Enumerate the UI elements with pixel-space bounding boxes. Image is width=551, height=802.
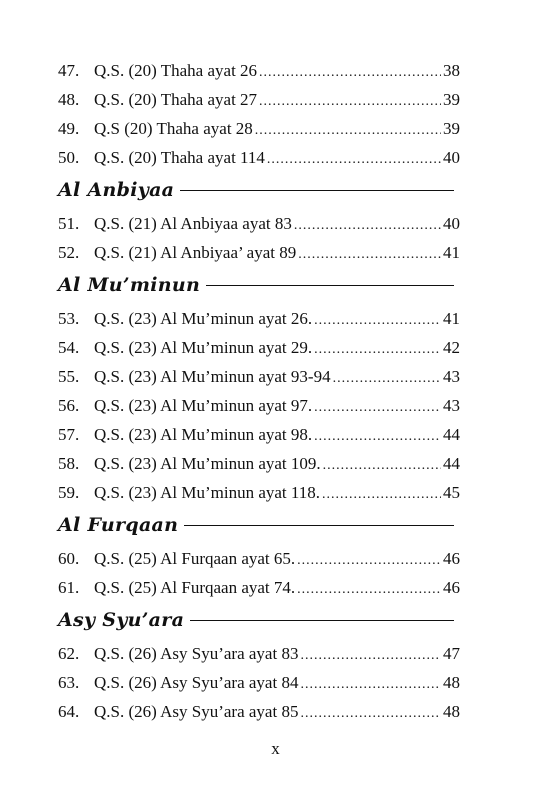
dot-leader bbox=[267, 145, 441, 174]
dot-leader bbox=[297, 546, 441, 575]
entry-page-number: 40 bbox=[443, 148, 460, 167]
dot-leader bbox=[314, 306, 441, 335]
entry-title: Q.S. (20) Thaha ayat 27 bbox=[94, 90, 258, 109]
toc-entry bbox=[58, 478, 460, 507]
entry-number: 51. bbox=[58, 214, 80, 233]
toc-entry bbox=[58, 56, 460, 85]
dot-leader bbox=[314, 335, 441, 364]
dot-leader bbox=[294, 211, 441, 240]
toc-entry bbox=[58, 114, 460, 143]
dot-leader bbox=[300, 641, 441, 670]
entry-page-number: 38 bbox=[443, 61, 460, 80]
entry-page-number: 43 bbox=[443, 396, 460, 415]
entry-title: Q.S. (23) Al Mu’minun ayat 26. bbox=[94, 309, 313, 328]
toc-entry bbox=[58, 304, 460, 333]
entry-title: Q.S. (23) Al Mu’minun ayat 97. bbox=[94, 396, 313, 415]
entry-number: 55. bbox=[58, 367, 80, 386]
entry-number: 56. bbox=[58, 396, 80, 415]
toc-entry bbox=[58, 420, 460, 449]
entry-title: Q.S (20) Thaha ayat 28 bbox=[94, 119, 253, 138]
dot-leader bbox=[300, 699, 441, 728]
section-rule bbox=[180, 190, 454, 191]
dot-leader bbox=[314, 393, 441, 422]
toc-entry bbox=[58, 362, 460, 391]
toc-entry bbox=[58, 639, 460, 668]
toc-entry bbox=[58, 238, 460, 267]
entry-title: Q.S. (21) Al Anbiyaa ayat 83 bbox=[94, 214, 292, 233]
toc-entry bbox=[58, 544, 460, 573]
dot-leader bbox=[297, 575, 441, 604]
entry-number: 53. bbox=[58, 309, 80, 328]
toc-entry bbox=[58, 668, 460, 697]
section-heading bbox=[58, 507, 460, 544]
entry-page-number: 46 bbox=[443, 549, 460, 568]
entry-number: 64. bbox=[58, 702, 80, 721]
entry-title: Q.S. (20) Thaha ayat 26 bbox=[94, 61, 258, 80]
toc-entry bbox=[58, 143, 460, 172]
toc-entry bbox=[58, 573, 460, 602]
entry-number: 57. bbox=[58, 425, 80, 444]
entry-page-number: 41 bbox=[443, 309, 460, 328]
toc-entry bbox=[58, 333, 460, 362]
entry-title: Q.S. (26) Asy Syu’ara ayat 83 bbox=[94, 644, 299, 663]
entry-title: Q.S. (26) Asy Syu’ara ayat 85 bbox=[94, 702, 299, 721]
section-heading bbox=[58, 172, 460, 209]
dot-leader bbox=[298, 240, 441, 269]
entry-number: 61. bbox=[58, 578, 80, 597]
entry-number: 49. bbox=[58, 119, 80, 138]
entry-title: Q.S. (23) Al Mu’minun ayat 109. bbox=[94, 454, 321, 473]
entry-title: Q.S. (26) Asy Syu’ara ayat 84 bbox=[94, 673, 299, 692]
toc-entry bbox=[58, 391, 460, 420]
entry-page-number: 44 bbox=[443, 425, 460, 444]
entry-number: 54. bbox=[58, 338, 80, 357]
entry-page-number: 42 bbox=[443, 338, 460, 357]
dot-leader bbox=[314, 422, 441, 451]
entry-page-number: 44 bbox=[443, 454, 460, 473]
entry-title: Q.S. (25) Al Furqaan ayat 65. bbox=[94, 549, 296, 568]
table-of-contents bbox=[58, 56, 460, 726]
section-title: Asy Syu’ara bbox=[58, 609, 185, 631]
entry-page-number: 43 bbox=[443, 367, 460, 386]
entry-page-number: 39 bbox=[443, 90, 460, 109]
entry-title: Q.S. (23) Al Mu’minun ayat 29. bbox=[94, 338, 313, 357]
entry-title: Q.S. (23) Al Mu’minun ayat 98. bbox=[94, 425, 313, 444]
dot-leader bbox=[259, 58, 441, 87]
entry-number: 62. bbox=[58, 644, 80, 663]
toc-entry bbox=[58, 697, 460, 726]
entry-number: 52. bbox=[58, 243, 80, 262]
toc-entry bbox=[58, 449, 460, 478]
entry-number: 60. bbox=[58, 549, 80, 568]
section-heading bbox=[58, 267, 460, 304]
section-title: Al Mu’minun bbox=[58, 274, 201, 296]
dot-leader bbox=[333, 364, 441, 393]
entry-number: 63. bbox=[58, 673, 80, 692]
entry-page-number: 47 bbox=[443, 644, 460, 663]
entry-page-number: 45 bbox=[443, 483, 460, 502]
entry-page-number: 48 bbox=[443, 702, 460, 721]
dot-leader bbox=[322, 480, 441, 509]
entry-page-number: 39 bbox=[443, 119, 460, 138]
section-rule bbox=[190, 620, 454, 621]
entry-number: 59. bbox=[58, 483, 80, 502]
entry-title: Q.S. (20) Thaha ayat 114 bbox=[94, 148, 265, 167]
dot-leader bbox=[323, 451, 441, 480]
entry-number: 50. bbox=[58, 148, 80, 167]
entry-number: 58. bbox=[58, 454, 80, 473]
section-rule bbox=[184, 525, 454, 526]
toc-entry bbox=[58, 209, 460, 238]
entry-title: Q.S. (25) Al Furqaan ayat 74. bbox=[94, 578, 296, 597]
entry-title: Q.S. (23) Al Mu’minun ayat 93-94 bbox=[94, 367, 331, 386]
section-rule bbox=[206, 285, 454, 286]
entry-page-number: 46 bbox=[443, 578, 460, 597]
entry-title: Q.S. (23) Al Mu’minun ayat 118. bbox=[94, 483, 321, 502]
page-number-footer: x bbox=[271, 739, 280, 758]
dot-leader bbox=[259, 87, 441, 116]
entry-page-number: 41 bbox=[443, 243, 460, 262]
entry-number: 47. bbox=[58, 61, 80, 80]
entry-page-number: 48 bbox=[443, 673, 460, 692]
section-title: Al Furqaan bbox=[58, 514, 179, 536]
dot-leader bbox=[300, 670, 441, 699]
section-heading bbox=[58, 602, 460, 639]
dot-leader bbox=[255, 116, 441, 145]
entry-page-number: 40 bbox=[443, 214, 460, 233]
entry-title: Q.S. (21) Al Anbiyaa’ ayat 89 bbox=[94, 243, 297, 262]
toc-entry bbox=[58, 85, 460, 114]
entry-number: 48. bbox=[58, 90, 80, 109]
section-title: Al Anbiyaa bbox=[58, 179, 175, 201]
